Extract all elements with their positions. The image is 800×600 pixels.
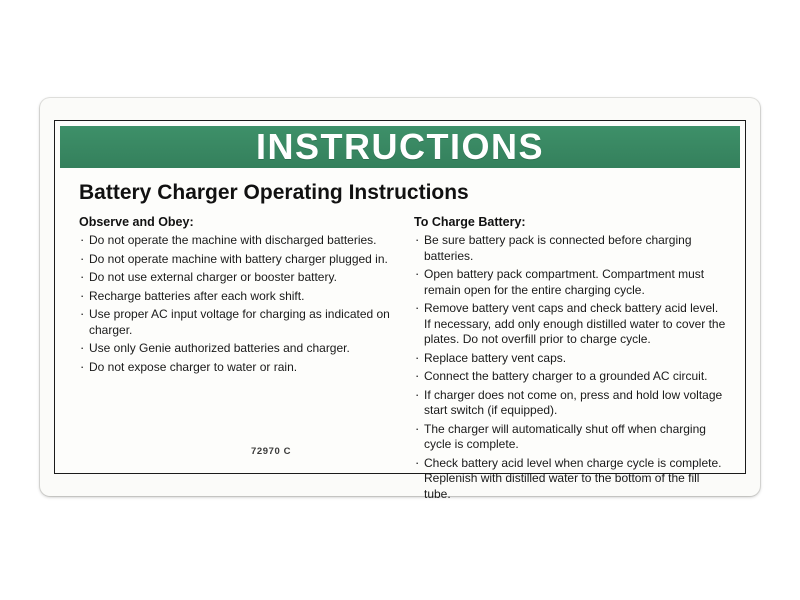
column-title-observe-and-obey: Observe and Obey: (79, 215, 194, 229)
list-item: · Do not operate the machine with discharged batteries. (79, 233, 392, 249)
list-item: · Open battery pack compartment. Compartment must remain open for the entire charging cycle. (414, 267, 727, 298)
list-item: · If charger does not come on, press and hold low voltage start switch (if equipped). (414, 388, 727, 419)
to-charge-battery-list (414, 233, 727, 502)
list-item: · Remove battery vent caps and check battery acid level. If necessary, add only enough distilled water to cover the plates. Do not overfill prior to charge cycle. (414, 301, 727, 348)
column-to-charge-battery (414, 215, 727, 505)
column-observe-and-obey (79, 215, 392, 505)
column-title-to-charge-battery: To Charge Battery: (414, 215, 526, 229)
list-item: · Recharge batteries after each work shift. (79, 289, 392, 305)
list-item: · Use proper AC input voltage for charging as indicated on charger. (79, 307, 392, 338)
list-item: · Be sure battery pack is connected before charging batteries. (414, 233, 727, 264)
list-item: · Replace battery vent caps. (414, 351, 727, 367)
list-item: · Use only Genie authorized batteries and charger. (79, 341, 392, 357)
banner-title: INSTRUCTIONS (256, 126, 544, 167)
instructions-banner (60, 126, 740, 168)
list-item: · Do not use external charger or booster battery. (79, 270, 392, 286)
page-title: Battery Charger Operating Instructions (79, 181, 469, 204)
decal-printed-border (54, 120, 746, 501)
part-number: 72970 C (251, 446, 292, 457)
list-item: · Check battery acid level when charge cycle is complete. Replenish with distilled water to the bottom of the fill tube. (414, 456, 727, 503)
list-item: · Do not operate machine with battery charger plugged in. (79, 252, 392, 268)
observe-and-obey-list (79, 233, 392, 375)
list-item: · The charger will automatically shut off when charging cycle is complete. (414, 422, 727, 453)
list-item: · Connect the battery charger to a grounded AC circuit. (414, 369, 727, 385)
list-item: · Do not expose charger to water or rain. (79, 360, 392, 376)
instruction-decal (40, 98, 760, 501)
instructions-columns (79, 215, 727, 505)
